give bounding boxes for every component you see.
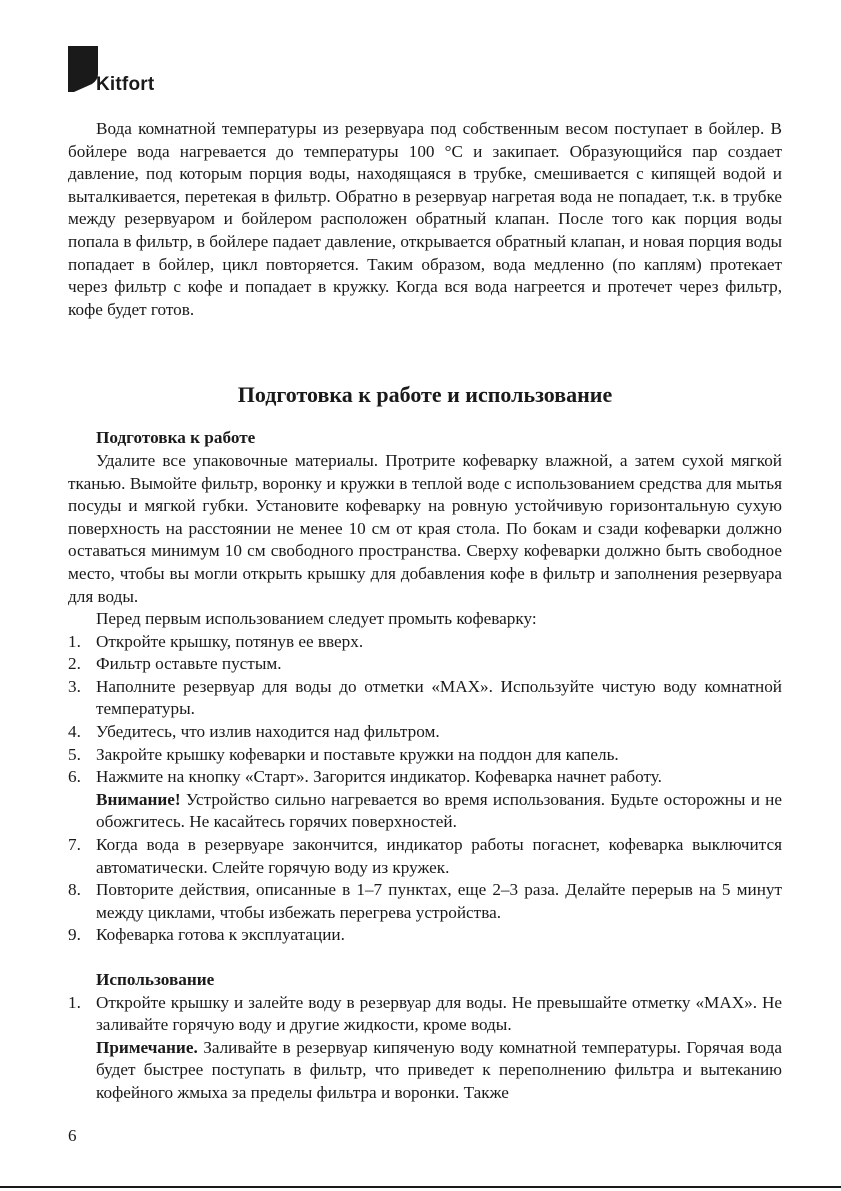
- usage-steps-list: [68, 992, 782, 1105]
- list-item: 9. Кофеварка готова к эксплуатации.: [68, 925, 345, 945]
- list-item: 7. Когда вода в резервуаре закончится, индикатор работы погаснет, кофеварка выключится автоматически. Слейте горячую воду из кружек.: [68, 835, 782, 877]
- page-number: 6: [68, 1126, 77, 1145]
- usage-heading: Использование: [96, 970, 215, 989]
- list-item: 2. Фильтр оставьте пустым.: [68, 654, 282, 674]
- list-item: 1. Откройте крышку и залейте воду в резервуар для воды. Не превышайте отметку «MAX». Не заливайте горячую воду и другие жидкости, кроме воды. Примечание. Заливайте в резервуар кипяченую воду комнатной температуры. Горячая вода будет быстрее поступать в фильтр, что приведет к переполнению фильтра и вытеканию кофейного жмыха за пределы фильтра и воронки. Также: [68, 992, 782, 1105]
- kitfort-logo-icon: [68, 46, 98, 92]
- prep-heading: Подготовка к работе: [96, 428, 256, 448]
- intro-paragraph: Вода комнатной температуры из резервуара под собственным весом поступает в бойлер. В бойлере вода нагревается до температуры 100 °C и закипает. Образующийся пар создает давление, под которым порция воды, находящаяся в трубке, смешивается с кипящей водой и выталкивается, перетекая в фильтр. Обратно в резервуар нагретая вода не попадает, т.к. в трубке между резервуаром и бойлером расположен обратный клапан. После того как порция воды попала в фильтр, в бойлере падает давление, открывается обратный клапан, и новая порция воды попадает в бойлер, цикл повторяется. Таким образом, вода медленно (по каплям) протекает через фильтр с кофе и попадает в кружку. Когда вся вода нагреется и протечет через фильтр, кофе будет готов.: [68, 119, 782, 319]
- brand-name: Kitfort: [96, 74, 155, 95]
- bottom-divider: [0, 1186, 841, 1188]
- list-item: 5. Закройте крышку кофеварки и поставьте кружки на поддон для капель.: [68, 744, 619, 764]
- before-first-use: Перед первым использованием следует промыть кофеварку:: [96, 609, 537, 629]
- list-item: 1. Откройте крышку, потянув ее вверх.: [68, 631, 364, 651]
- usage-note: Примечание. Заливайте в резервуар кипяченую воду комнатной температуры. Горячая вода будет быстрее поступать в фильтр, что приведет к переполнению фильтра и вытеканию кофейного жмыха за пределы фильтра и воронки. Также: [96, 1037, 782, 1102]
- warning-note: Внимание! Устройство сильно нагревается во время использования. Будьте осторожны и не обожгитесь. Не касайтесь горячих поверхностей.: [96, 789, 782, 832]
- prep-paragraph: Удалите все упаковочные материалы. Протрите кофеварку влажной, а затем сухой мягкой тканью. Вымойте фильтр, воронку и кружки в теплой воде с использованием средства для мытья посуды и мягкой губки. Установите кофеварку на ровную устойчивую горизонтальную сухую поверхность на расстоянии не менее 10 см от края стола. По бокам и сзади кофеварки должно оставаться минимум 10 см свободного пространства. Сверху кофеварки должно быть свободное место, чтобы вы могли открыть крышку для добавления кофе в фильтр и заполнения резервуара для воды.: [68, 450, 782, 606]
- warning-label: Внимание!: [96, 789, 181, 809]
- document-body: [68, 118, 782, 1105]
- list-item: 4. Убедитесь, что излив находится над фильтром.: [68, 722, 440, 742]
- brand-logo: [68, 46, 178, 96]
- note-label: Примечание.: [96, 1037, 198, 1057]
- prep-steps-list: [68, 631, 782, 947]
- list-item: 3. Наполните резервуар для воды до отметки «MAX». Используйте чистую воду комнатной температуры.: [68, 676, 782, 719]
- section-title: Подготовка к работе и использование: [237, 382, 613, 408]
- list-item: 8. Повторите действия, описанные в 1–7 пунктах, еще 2–3 раза. Делайте перерыв на 5 минут между циклами, чтобы избежать перегрева устройства.: [68, 880, 782, 922]
- list-item: 6. Нажмите на кнопку «Старт». Загорится индикатор. Кофеварка начнет работу. Внимание! Устройство сильно нагревается во время использования. Будьте осторожны и не обожгитесь. Не касайтесь горячих поверхностей.: [68, 766, 782, 834]
